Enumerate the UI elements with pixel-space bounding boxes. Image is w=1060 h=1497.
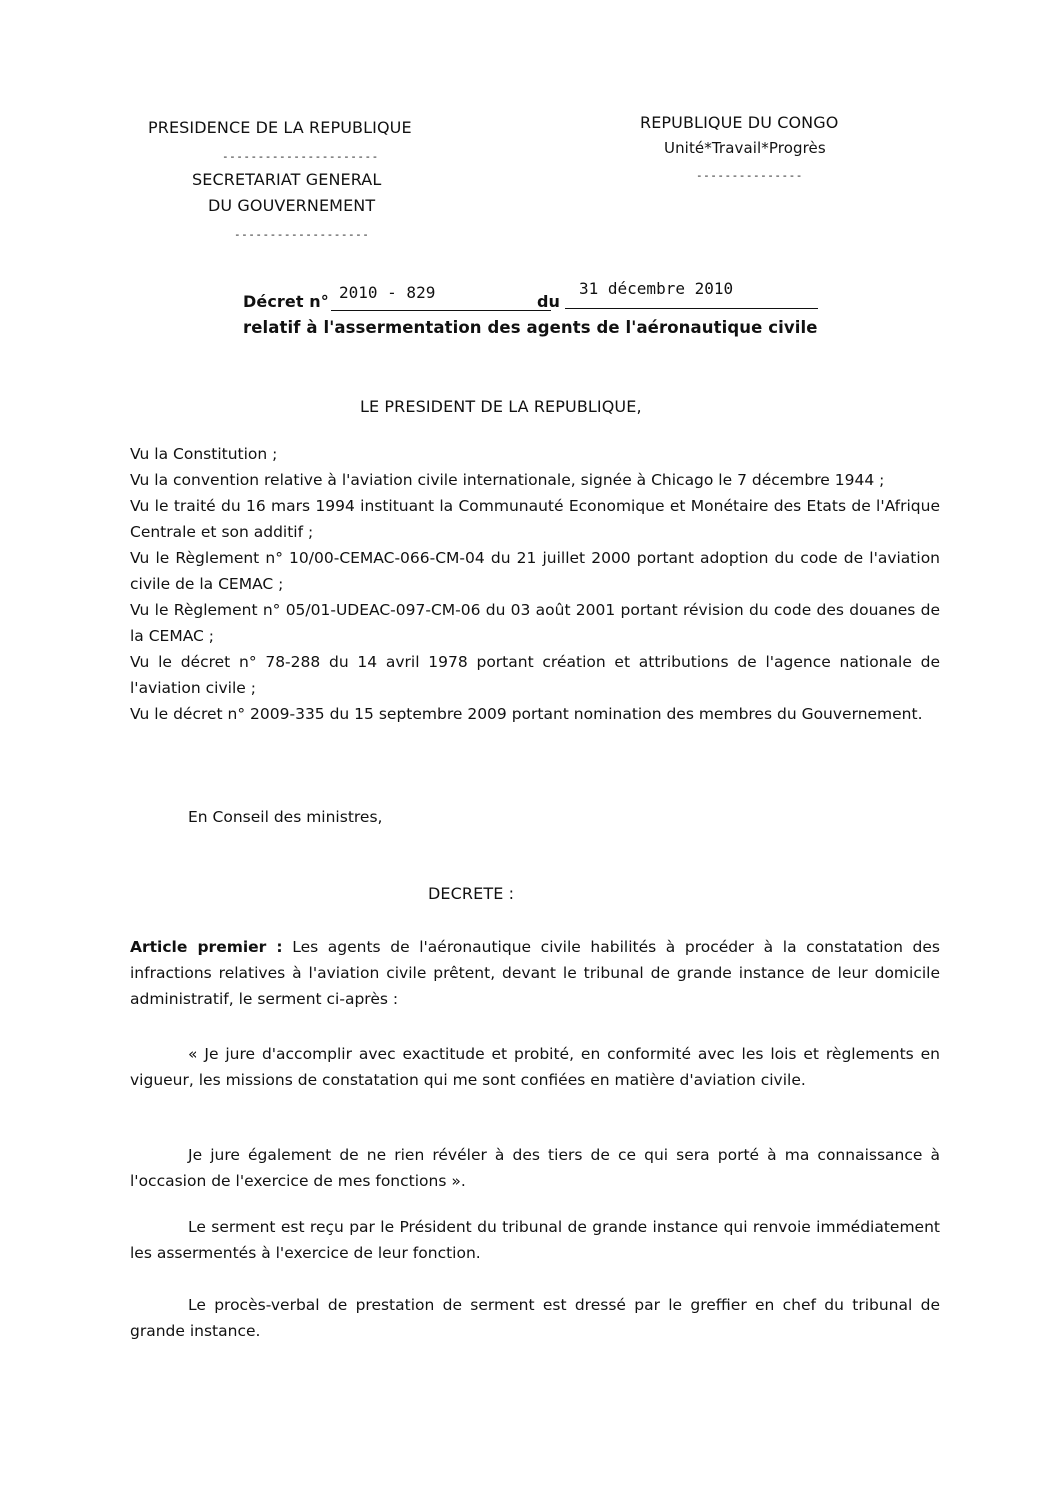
oath-paragraph-2: Je jure également de ne rien révéler à des tiers de ce qui sera porté à ma connaissance à l'occasion de l'exercice de mes fonctions ». (130, 1146, 940, 1190)
article-premier-text: Les agents de l'aéronautique civile habilités à procéder à la constatation des infractions relatives à l'aviation civile prêtent, devant le tribunal de grande instance de leur domicile administratif, le serment ci-après : (130, 938, 940, 1008)
header-left-gouvernement: DU GOUVERNEMENT (208, 196, 376, 215)
decree-date: 31 décembre 2010 (579, 279, 734, 298)
header-right-republique: REPUBLIQUE DU CONGO (640, 113, 839, 132)
decrete-heading: DECRETE : (428, 884, 515, 903)
header-left-separator-1: ---------------------- (222, 150, 379, 163)
article-premier (130, 934, 940, 1012)
visa-item: Vu le Règlement n° 10/00-CEMAC-066-CM-04 du 21 juillet 2000 portant adoption du code de l'aviation civile de la CEMAC ; (130, 549, 940, 593)
decree-number: 2010 - 829 (339, 283, 436, 302)
decree-subtitle: relatif à l'assermentation des agents de l'aéronautique civile (243, 318, 818, 337)
proces-verbal-paragraph: Le procès-verbal de prestation de serment est dressé par le greffier en chef du tribunal de grande instance. (130, 1296, 940, 1340)
visa-item: Vu la convention relative à l'aviation civile internationale, signée à Chicago le 7 décembre 1944 ; (130, 471, 885, 489)
visas-list (130, 441, 940, 727)
visa-item: Vu la Constitution ; (130, 445, 278, 463)
header-left-secretariat: SECRETARIAT GENERAL (192, 170, 382, 189)
visa-item: Vu le Règlement n° 05/01-UDEAC-097-CM-06 du 03 août 2001 portant révision du code des douanes de la CEMAC ; (130, 601, 940, 645)
header-left-separator-2: ------------------- (234, 228, 370, 241)
decree-date-field (565, 278, 818, 309)
visa-item: Vu le décret n° 2009-335 du 15 septembre 2009 portant nomination des membres du Gouvernement. (130, 705, 923, 723)
oath-paragraph-1: « Je jure d'accomplir avec exactitude et probité, en conformité avec les lois et règlements en vigueur, les missions de constatation qui me sont confiées en matière d'aviation civile. (130, 1045, 940, 1089)
header-right-motto: Unité*Travail*Progrès (664, 139, 826, 157)
president-heading: LE PRESIDENT DE LA REPUBLIQUE, (360, 397, 642, 416)
visa-item: Vu le traité du 16 mars 1994 instituant la Communauté Economique et Monétaire des Etats de l'Afrique Centrale et son additif ; (130, 497, 940, 541)
header-left-presidence: PRESIDENCE DE LA REPUBLIQUE (148, 118, 412, 137)
visa-item: Vu le décret n° 78-288 du 14 avril 1978 portant création et attributions de l'agence nationale de l'aviation civile ; (130, 653, 940, 697)
header-right-separator: --------------- (696, 169, 803, 182)
decree-title-line (243, 280, 818, 314)
decree-number-field (331, 280, 551, 311)
council-line: En Conseil des ministres, (188, 808, 383, 826)
decree-du-label: du (537, 292, 561, 311)
decree-label: Décret n° (243, 292, 329, 311)
article-premier-label: Article premier : (130, 938, 283, 956)
serment-paragraph: Le serment est reçu par le Président du tribunal de grande instance qui renvoie immédiatement les assermentés à l'exercice de leur fonction. (130, 1218, 940, 1262)
